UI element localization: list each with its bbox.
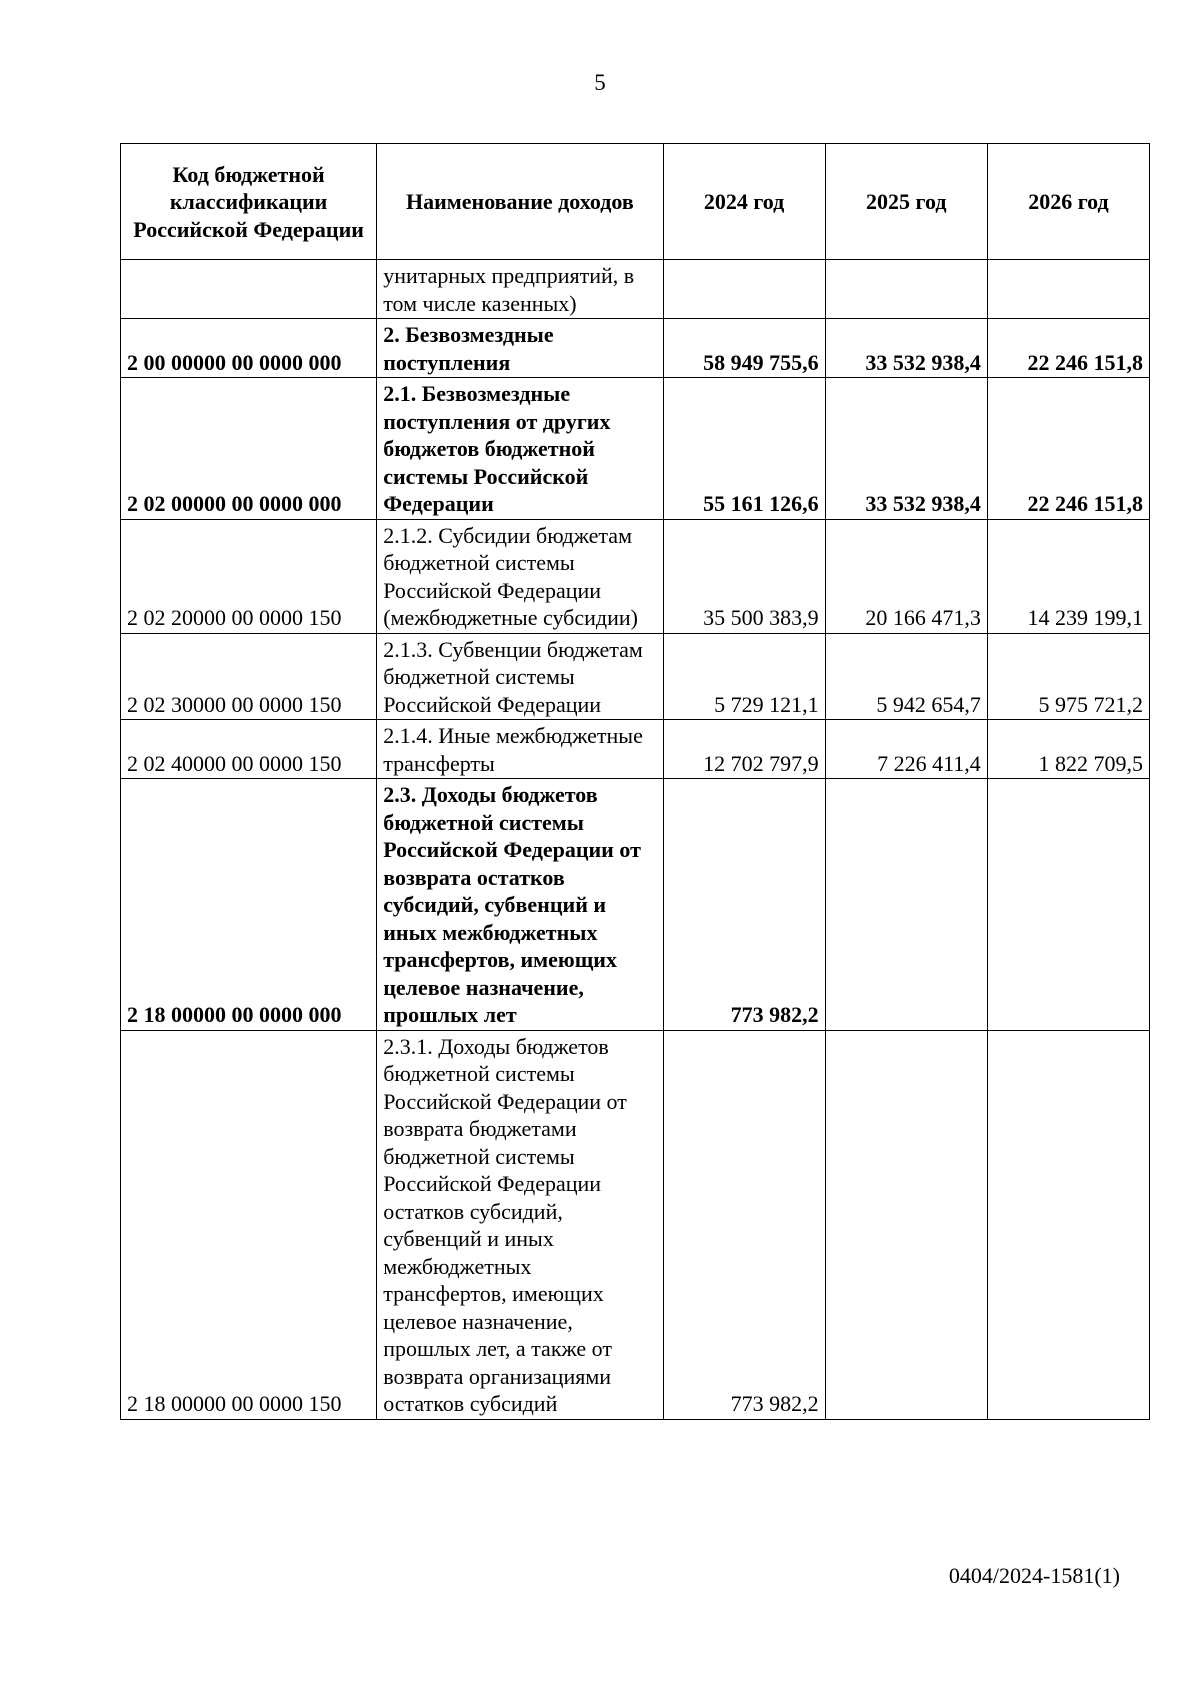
header-2025: 2025 год (825, 144, 987, 260)
value-2024-cell: 12 702 797,9 (663, 720, 825, 779)
table-header-row (121, 144, 1150, 260)
code-cell: 2 18 00000 00 0000 000 (121, 779, 377, 1031)
value-2025-cell: 20 166 471,3 (825, 519, 987, 633)
value-2026-cell (987, 779, 1149, 1031)
value-2026-cell: 5 975 721,2 (987, 633, 1149, 720)
page-number: 5 (594, 70, 606, 95)
income-name-cell: 2.1.4. Иные межбюджетные трансферты (377, 720, 663, 779)
value-2024-cell: 35 500 383,9 (663, 519, 825, 633)
table-row (121, 378, 1150, 520)
table-row (121, 779, 1150, 1031)
income-name-cell: 2.1.3. Субвенции бюджетам бюджетной системы Российской Федерации (377, 633, 663, 720)
value-2026-cell: 22 246 151,8 (987, 319, 1149, 378)
table-row (121, 1030, 1150, 1419)
table-row (121, 260, 1150, 319)
income-name-cell: 2.3.1. Доходы бюджетов бюджетной системы Российской Федерации от возврата бюджетами бюджетной системы Российской Федерации остатков субсидий, субвенций и иных межбюджетных трансфертов, имеющих целевое назначение, прошлых лет, а также от возврата организациями остатков субсидий (377, 1030, 663, 1419)
value-2025-cell: 7 226 411,4 (825, 720, 987, 779)
income-name-cell: унитарных предприятий, в том числе казенных) (377, 260, 663, 319)
value-2024-cell: 5 729 121,1 (663, 633, 825, 720)
code-cell: 2 00 00000 00 0000 000 (121, 319, 377, 378)
value-2026-cell: 1 822 709,5 (987, 720, 1149, 779)
header-code: Код бюджетной классификации Российской Федерации (121, 144, 377, 260)
header-2024: 2024 год (663, 144, 825, 260)
value-2025-cell: 33 532 938,4 (825, 319, 987, 378)
code-cell: 2 02 40000 00 0000 150 (121, 720, 377, 779)
table-row (121, 633, 1150, 720)
value-2024-cell: 773 982,2 (663, 1030, 825, 1419)
value-2026-cell: 22 246 151,8 (987, 378, 1149, 520)
code-cell: 2 18 00000 00 0000 150 (121, 1030, 377, 1419)
header-name: Наименование доходов (377, 144, 663, 260)
table-row (121, 519, 1150, 633)
value-2025-cell (825, 779, 987, 1031)
value-2025-cell: 5 942 654,7 (825, 633, 987, 720)
code-cell (121, 260, 377, 319)
value-2024-cell: 773 982,2 (663, 779, 825, 1031)
value-2024-cell: 58 949 755,6 (663, 319, 825, 378)
value-2025-cell (825, 260, 987, 319)
income-name-cell: 2. Безвозмездные поступления (377, 319, 663, 378)
value-2024-cell: 55 161 126,6 (663, 378, 825, 520)
document-number: 0404/2024-1581(1) (948, 1563, 1120, 1588)
income-name-cell: 2.1.2. Субсидии бюджетам бюджетной системы Российской Федерации (межбюджетные субсидии) (377, 519, 663, 633)
code-cell: 2 02 30000 00 0000 150 (121, 633, 377, 720)
value-2025-cell (825, 1030, 987, 1419)
income-name-cell: 2.1. Безвозмездные поступления от других бюджетов бюджетной системы Российской Федерации (377, 378, 663, 520)
value-2026-cell: 14 239 199,1 (987, 519, 1149, 633)
value-2026-cell (987, 1030, 1149, 1419)
table-row (121, 319, 1150, 378)
value-2025-cell: 33 532 938,4 (825, 378, 987, 520)
value-2026-cell (987, 260, 1149, 319)
table-row (121, 720, 1150, 779)
code-cell: 2 02 00000 00 0000 000 (121, 378, 377, 520)
code-cell: 2 02 20000 00 0000 150 (121, 519, 377, 633)
header-2026: 2026 год (987, 144, 1149, 260)
value-2024-cell (663, 260, 825, 319)
budget-revenue-table (120, 143, 1150, 1420)
income-name-cell: 2.3. Доходы бюджетов бюджетной системы Российской Федерации от возврата остатков субсидий, субвенций и иных межбюджетных трансфертов, имеющих целевое назначение, прошлых лет (377, 779, 663, 1031)
